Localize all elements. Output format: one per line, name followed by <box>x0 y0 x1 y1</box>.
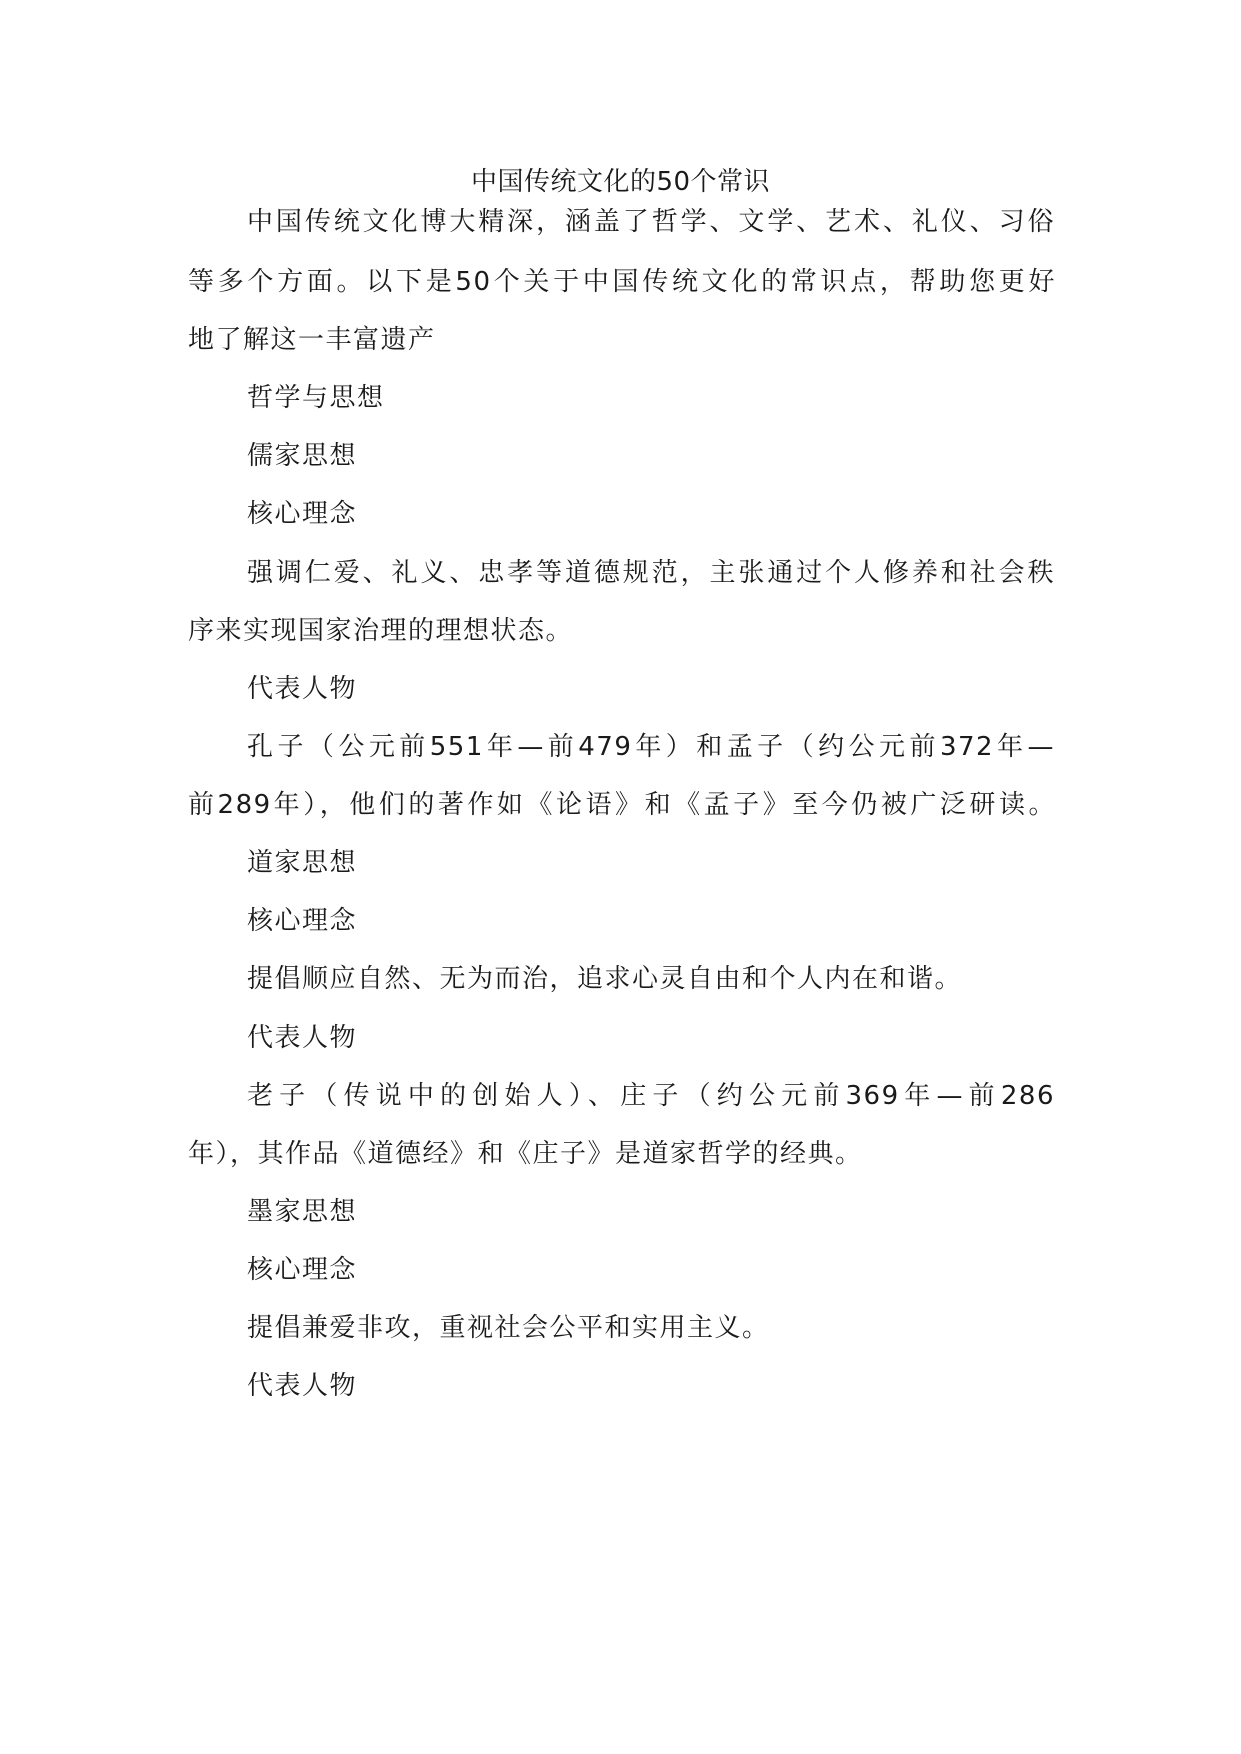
label-core-taoism: 核心理念 <box>247 906 358 936</box>
intro-line-3: 地了解这一丰富遗产 <box>188 325 436 355</box>
label-core-mohism: 核心理念 <box>247 1255 358 1285</box>
intro-line-2: 等多个方面。以下是50个关于中国传统文化的常识点，帮助您更好 <box>188 267 1056 297</box>
taoism-core-line-1: 提倡顺应自然、无为而治，追求心灵自由和个人内在和谐。 <box>247 964 963 994</box>
taoism-figures-line-1: 老子（传说中的创始人）、庄子（约公元前369年—前286 <box>247 1081 1055 1111</box>
heading-taoism: 道家思想 <box>247 848 358 878</box>
document-title: 中国传统文化的50个常识 <box>470 167 771 197</box>
intro-line-1: 中国传统文化博大精深，涵盖了哲学、文学、艺术、礼仪、习俗 <box>247 207 1055 237</box>
label-figures-mohism: 代表人物 <box>247 1371 358 1401</box>
confucianism-core-line-1: 强调仁爱、礼义、忠孝等道德规范，主张通过个人修养和社会秩 <box>247 558 1055 588</box>
label-core-confucianism: 核心理念 <box>247 499 358 529</box>
confucianism-figures-line-1: 孔子（公元前551年—前479年）和孟子（约公元前372年— <box>247 732 1055 762</box>
confucianism-figures-line-2: 前289年），他们的著作如《论语》和《孟子》至今仍被广泛研读。 <box>188 790 1056 820</box>
heading-confucianism: 儒家思想 <box>247 441 358 471</box>
label-figures-taoism: 代表人物 <box>247 1023 358 1053</box>
heading-mohism: 墨家思想 <box>247 1197 358 1227</box>
mohism-core-line-1: 提倡兼爱非攻，重视社会公平和实用主义。 <box>247 1313 770 1343</box>
confucianism-core-line-2: 序来实现国家治理的理想状态。 <box>188 616 574 646</box>
label-figures-confucianism: 代表人物 <box>247 674 358 704</box>
section-heading-philosophy: 哲学与思想 <box>247 383 385 413</box>
taoism-figures-line-2: 年），其作品《道德经》和《庄子》是道家哲学的经典。 <box>188 1139 863 1169</box>
